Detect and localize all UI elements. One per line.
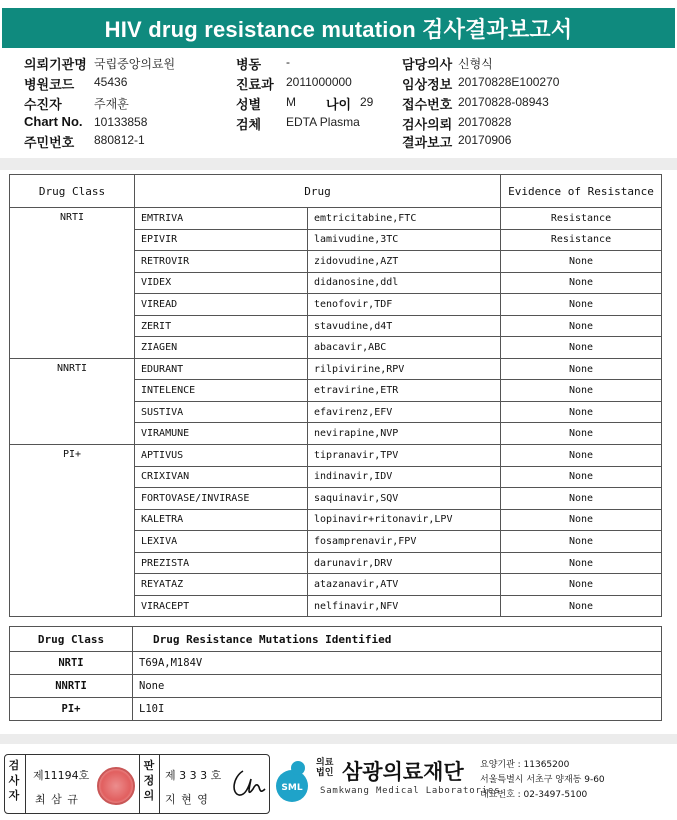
age-label: 나이 [326,97,352,112]
drug-brand-cell: VIRACEPT [135,595,308,617]
drug-brand-cell: VIDEX [135,272,308,294]
evidence-cell: None [501,358,662,380]
mutation-value-cell: L10I [133,698,662,721]
info-label: 병동 [236,57,262,72]
org-contact [480,758,605,803]
info-label: 검체 [236,117,262,132]
info-label: 진료과 [236,77,274,92]
drug-generic-cell: nevirapine,NVP [308,423,501,445]
drug-generic-cell: rilpivirine,RPV [308,358,501,380]
info-label: 접수번호 [402,97,453,112]
drug-generic-cell: lamivudine,3TC [308,229,501,251]
drug-brand-cell: PREZISTA [135,552,308,574]
info-value: 20170906 [458,133,512,147]
drug-brand-cell: ZIAGEN [135,337,308,359]
drug-generic-cell: didanosine,ddl [308,272,501,294]
footer-divider [0,734,677,744]
table-row [10,698,662,721]
drug-generic-cell: tipranavir,TPV [308,445,501,467]
drug-brand-cell: REYATAZ [135,574,308,596]
info-label: 임상정보 [402,77,453,92]
info-label: 의뢰기관명 [24,57,87,72]
drug-class-cell: NRTI [10,208,135,359]
reviewer-name: 지 현 영 [165,793,209,806]
info-value: M [286,95,296,109]
drug-generic-cell: lopinavir+ritonavir,LPV [308,509,501,531]
org-phone: 대표번호 : 02-3497-5100 [480,790,588,800]
reviewer-label: 판 정 의 [143,760,155,802]
info-value: 45436 [94,75,128,89]
drug-generic-cell: emtricitabine,FTC [308,208,501,230]
table-row [10,358,662,380]
drug-generic-cell: saquinavir,SQV [308,488,501,510]
header-drug-class: Drug Class [10,175,135,208]
org-prefix: 의료 법인 [316,757,334,777]
drug-generic-cell: fosamprenavir,FPV [308,531,501,553]
drug-generic-cell: abacavir,ABC [308,337,501,359]
info-value: 20170828-08943 [458,95,549,109]
drug-generic-cell: darunavir,DRV [308,552,501,574]
info-value: 국립중앙의료원 [94,57,176,71]
drug-brand-cell: RETROVIR [135,251,308,273]
org-address: 서울특별시 서초구 양재동 9-60 [480,775,605,785]
evidence-cell: None [501,531,662,553]
evidence-cell: None [501,315,662,337]
info-label: 검사의뢰 [402,117,453,132]
drug-brand-cell: EMTRIVA [135,208,308,230]
drug-brand-cell: ZERIT [135,315,308,337]
evidence-cell: None [501,574,662,596]
drug-brand-cell: APTIVUS [135,445,308,467]
drug-brand-cell: VIRAMUNE [135,423,308,445]
org-name: 삼광의료재단 [342,761,464,784]
evidence-cell: None [501,337,662,359]
info-value: 주재훈 [94,97,129,111]
table-row [10,652,662,675]
evidence-cell: None [501,488,662,510]
drug-generic-cell: stavudine,d4T [308,315,501,337]
info-label: 병원코드 [24,77,75,92]
drug-brand-cell: KALETRA [135,509,308,531]
evidence-cell: None [501,509,662,531]
info-value: - [286,55,290,69]
mutation-class-cell: PI+ [10,698,133,721]
drug-class-cell: NNRTI [10,358,135,444]
table-row [10,208,662,230]
official-seal [97,767,135,805]
header-evidence: Evidence of Resistance [501,175,662,208]
drug-generic-cell: efavirenz,EFV [308,401,501,423]
mut-header-class: Drug Class [10,627,133,652]
info-label: 담당의사 [402,57,453,72]
mut-header-mutations: Drug Resistance Mutations Identified [133,627,662,652]
drug-brand-cell: LEXIVA [135,531,308,553]
mutation-class-cell: NNRTI [10,675,133,698]
info-value: 20170828 [458,115,512,129]
evidence-cell: None [501,272,662,294]
evidence-cell: Resistance [501,208,662,230]
info-value: EDTA Plasma [286,115,360,129]
signature-icon [227,765,267,803]
info-value: 10133858 [94,115,148,129]
mutation-value-cell: None [133,675,662,698]
institution-code: 요양기관 : 11365200 [480,760,570,770]
info-value: 20170828E100270 [458,75,560,89]
org-english-name: Samkwang Medical Laboratories [320,786,501,796]
mutation-class-cell: NRTI [10,652,133,675]
reviewer-license: 제 3 3 3 호 [165,769,222,782]
drug-brand-cell: FORTOVASE/INVIRASE [135,488,308,510]
age-value: 29 [360,95,374,109]
drug-brand-cell: VIREAD [135,294,308,316]
logo-text: SML [281,783,303,793]
mutation-table [9,626,662,721]
evidence-cell: None [501,423,662,445]
evidence-cell: None [501,294,662,316]
table-row [10,675,662,698]
drug-brand-cell: EDURANT [135,358,308,380]
examiner-label: 검 사 자 [8,760,20,802]
evidence-cell: None [501,466,662,488]
drug-brand-cell: CRIXIVAN [135,466,308,488]
evidence-cell: None [501,595,662,617]
drug-brand-cell: SUSTIVA [135,401,308,423]
drug-brand-cell: INTELENCE [135,380,308,402]
examiner-name: 최 삼 규 [35,793,79,806]
evidence-cell: None [501,380,662,402]
drug-generic-cell: zidovudine,AZT [308,251,501,273]
drug-resistance-table [9,174,662,617]
info-label: 성별 [236,97,262,112]
drug-generic-cell: tenofovir,TDF [308,294,501,316]
evidence-cell: Resistance [501,229,662,251]
info-value: 880812-1 [94,133,145,147]
signature-box [4,754,270,814]
drug-generic-cell: indinavir,IDV [308,466,501,488]
drug-generic-cell: atazanavir,ATV [308,574,501,596]
evidence-cell: None [501,401,662,423]
report-title: HIV drug resistance mutation 검사결과보고서 [2,8,675,48]
evidence-cell: None [501,251,662,273]
info-value: 2011000000 [286,75,352,89]
sml-logo-icon [272,758,312,804]
info-value: 신형식 [458,57,493,71]
header-drug: Drug [135,175,501,208]
mutation-value-cell: T69A,M184V [133,652,662,675]
info-label: 수진자 [24,97,62,112]
info-label: Chart No. [24,114,83,129]
examiner-license: 제11194호 [33,769,90,782]
evidence-cell: None [501,552,662,574]
section-divider [0,158,677,170]
evidence-cell: None [501,445,662,467]
info-label: 결과보고 [402,135,453,150]
patient-info [0,54,677,154]
info-label: 주민번호 [24,135,75,150]
report-footer [0,748,677,820]
drug-brand-cell: EPIVIR [135,229,308,251]
table-row [10,445,662,467]
drug-generic-cell: nelfinavir,NFV [308,595,501,617]
drug-generic-cell: etravirine,ETR [308,380,501,402]
drug-class-cell: PI+ [10,445,135,617]
